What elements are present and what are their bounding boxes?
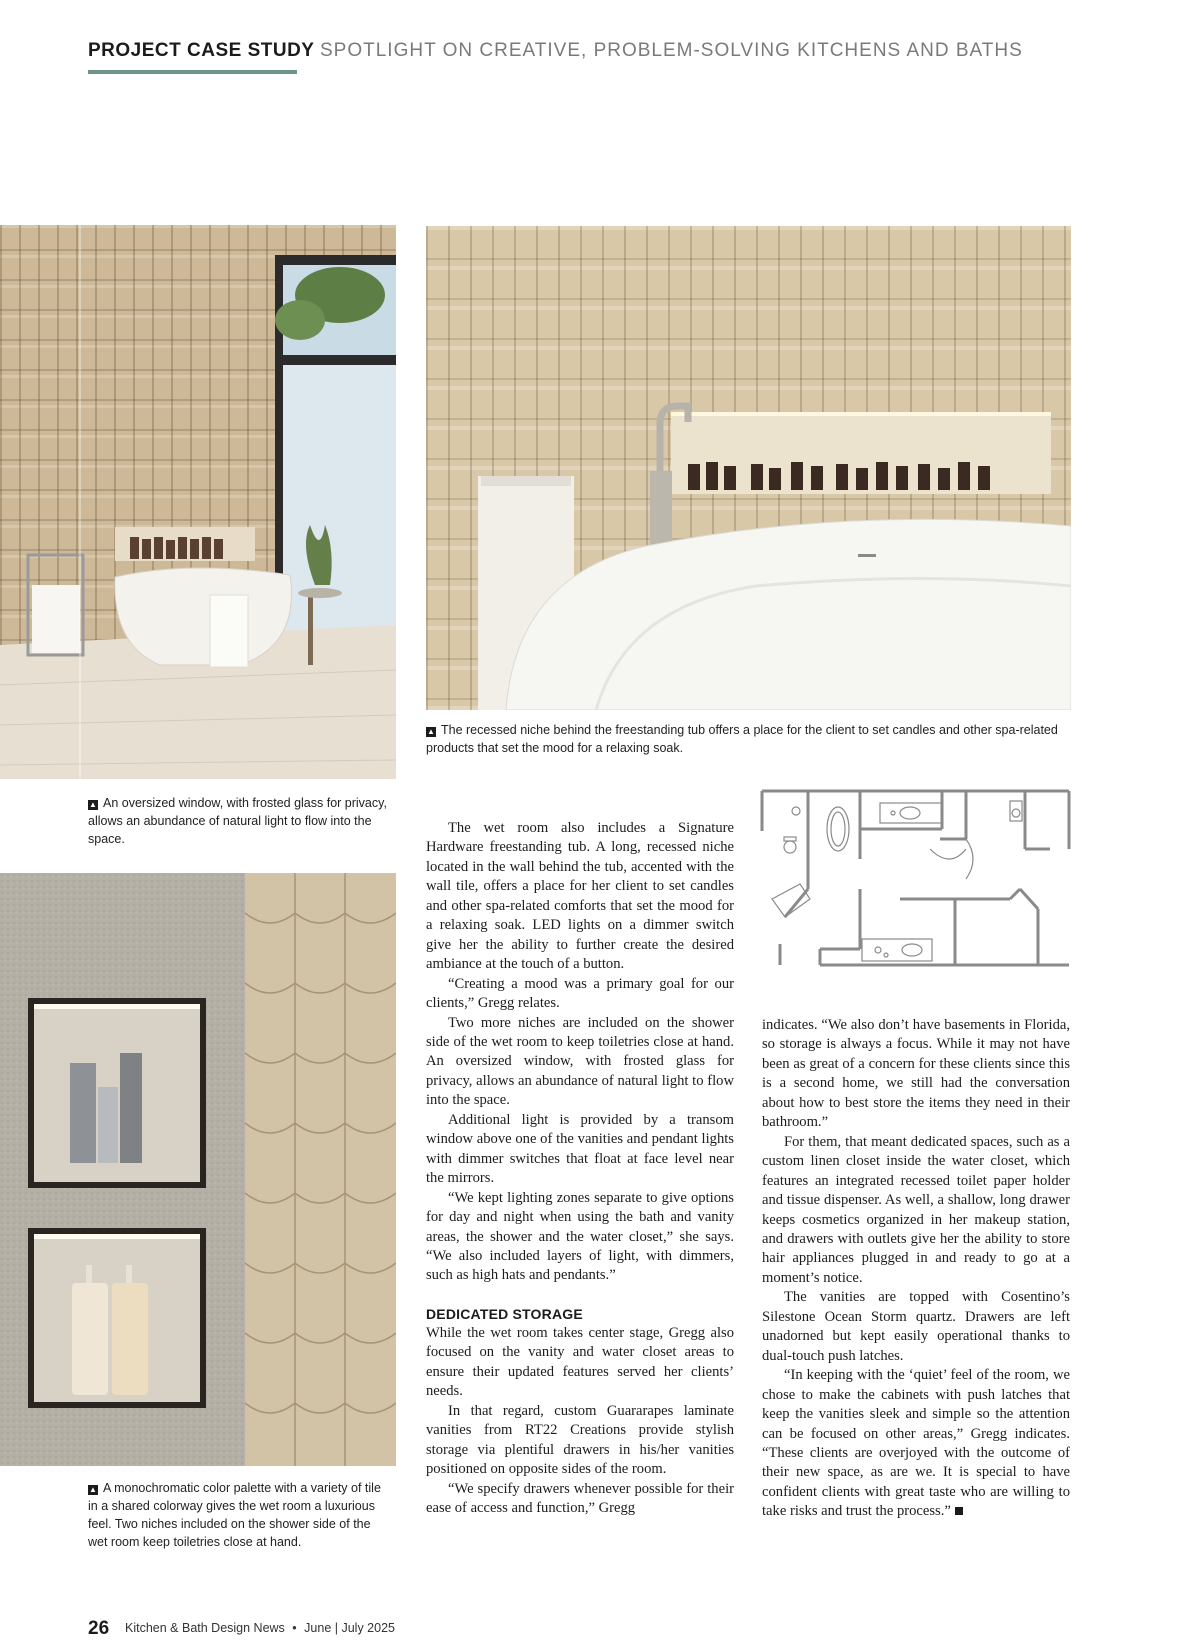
body-paragraph: “Creating a mood was a primary goal for our clients,” Gregg relates. [426, 975, 734, 1012]
section-subtitle: SPOTLIGHT ON CREATIVE, PROBLEM-SOLVING KITCHENS AND BATHS [320, 40, 1023, 61]
end-of-article-icon [955, 1507, 963, 1515]
issue-date: June | July 2025 [304, 1621, 395, 1635]
subhead-dedicated-storage: DEDICATED STORAGE [426, 1305, 583, 1322]
body-paragraph: In that regard, custom Guararapes laminate vanities from RT22 Creations provide stylish storage via plentiful drawers in his/her vanities positioned on opposite sides of the room. [426, 1402, 734, 1478]
camera-icon: ▲ [427, 727, 435, 736]
body-paragraph: While the wet room takes center stage, Gregg also focused on the vanity and water closet areas to ensure their updated features served her clients’ needs. [426, 1324, 734, 1400]
photo-tub-niche-candles [426, 226, 1071, 710]
body-paragraph: The vanities are topped with Cosentino’s Silestone Ocean Storm quartz. Drawers are left unadorned but kept easily operational thanks to dual-touch push latches. [762, 1289, 1070, 1364]
body-paragraph: “In keeping with the ‘quiet’ feel of the room, we chose to make the cabinets with push latches that keep the vanities sleek and simple so the attention can be focused on other areas,” Gregg indicates. “These clients are overjoyed with the outcome of their new space, as are we. It is special to have confident clients with great taste who are willing to take risks and trust the process.” [762, 1367, 1070, 1520]
section-label: PROJECT CASE STUDY [88, 40, 315, 61]
body-paragraph: “We specify drawers whenever possible for their ease of access and function,” Gregg [426, 1480, 734, 1516]
body-paragraph: For them, that meant dedicated spaces, such as a custom linen closet inside the water closet, which features an integrated recessed toilet paper holder and tissue dispenser. As well, a shallow, long drawer keeps cosmetics organized in her makeup station, and drawers with outlets give her the ability to store hair appliances plugged in and ready to go at a moment’s notice. [762, 1133, 1070, 1286]
body-paragraph: indicates. “We also don’t have basements in Florida, so storage is always a focus. While it may not have been as great of a concern for these clients since this is a second home, we still had the conversation about how to best store the items they need in their bathroom.” [762, 1017, 1070, 1131]
body-paragraph: The wet room also includes a Signature Hardware freestanding tub. A long, recessed niche located in the wall behind the tub, accented with the wall tile, offers a place for her client to set candles and other spa-related comforts that set the mood for a relaxing soak. LED lights on a dimmer switch give her the ability to further create the desired ambiance at the touch of a button. [426, 820, 734, 973]
page-number: 26 [88, 1618, 110, 1639]
article-column-middle [426, 819, 734, 1518]
caption-window: ▲ An oversized window, with frosted glass for privacy, allows an abundance of natural light to flow into the space. [88, 796, 387, 846]
article-column-right [762, 1016, 1070, 1522]
section-label-underline [88, 70, 297, 74]
footer-publication-line [125, 1621, 395, 1635]
body-paragraph: Additional light is provided by a transom window above one of the vanities and pendant lights with dimmer switches that float at face level near the mirrors. [426, 1111, 734, 1187]
footer-separator: • [292, 1621, 297, 1635]
body-paragraph: “We kept lighting zones separate to give options for day and night when using the bath and vanity areas, the shower and the water closet,” she says. “We also included layers of light, with dimmers, such as high hats and pendants.” [426, 1189, 734, 1284]
caption-niches: ▲ A monochromatic color palette with a variety of tile in a shared colorway gives the wet room a luxurious feel. Two niches included on the shower side of the wet room keep toiletries close at hand. [88, 1481, 381, 1549]
body-paragraph: Two more niches are included on the shower side of the wet room to keep toiletries close at hand. An oversized window, with frosted glass for privacy, allows an abundance of natural light to flow into the space. [426, 1014, 734, 1109]
caption-tub-niche: ▲ The recessed niche behind the freestanding tub offers a place for the client to set candles and other spa-related products that set the mood for a relaxing soak. [426, 723, 1058, 755]
publication-name: Kitchen & Bath Design News [125, 1621, 285, 1635]
photo-shower-niches [0, 873, 396, 1466]
floor-plan-drawing [760, 789, 1071, 967]
photo-bathroom-window-tub [0, 225, 396, 779]
camera-icon: ▲ [89, 800, 97, 809]
camera-icon: ▲ [89, 1485, 97, 1494]
